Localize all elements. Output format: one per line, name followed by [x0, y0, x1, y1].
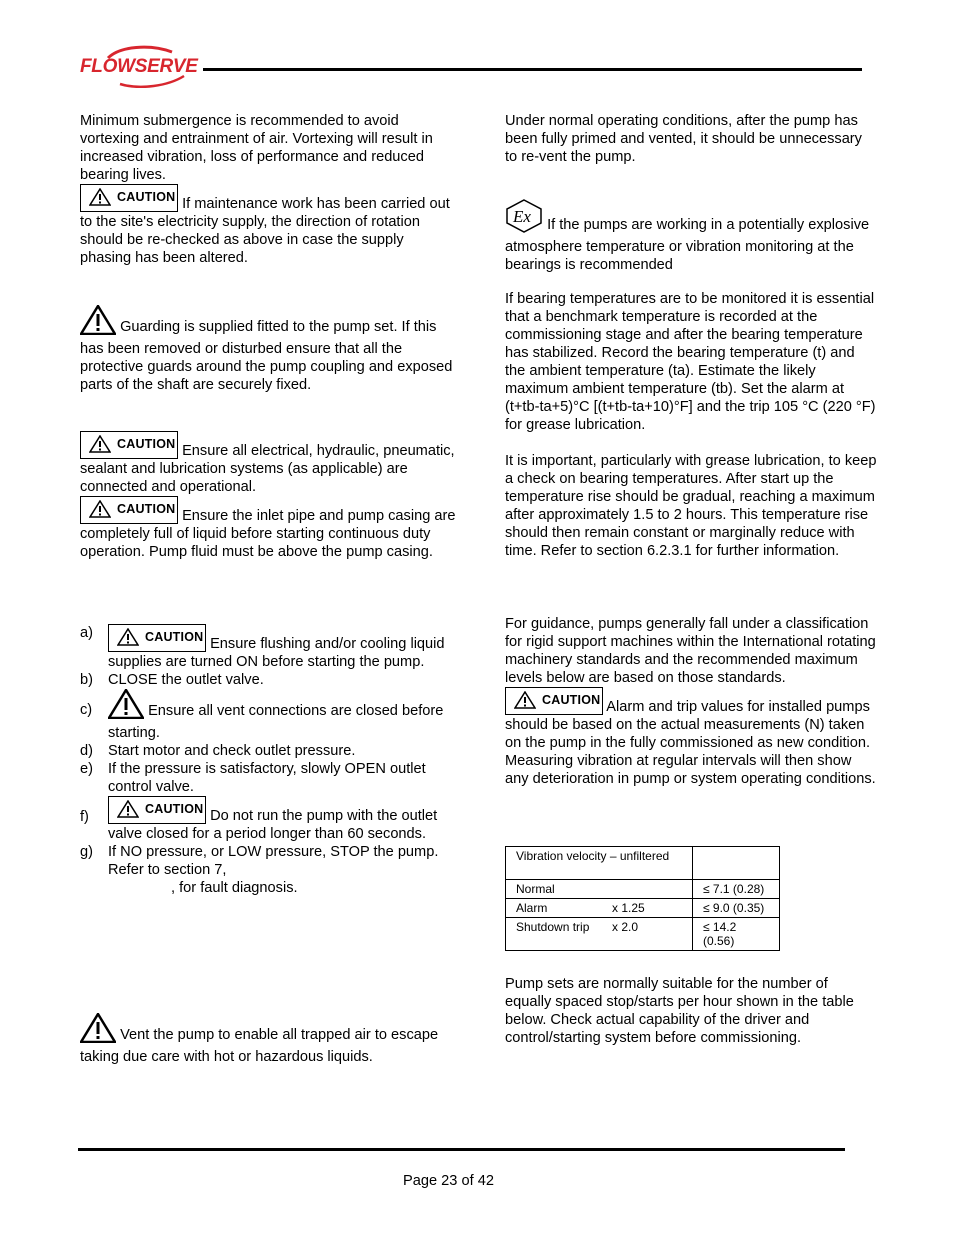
warning-triangle-icon [80, 305, 116, 340]
caution-badge: CAUTION [505, 687, 603, 715]
vibration-guidance-paragraph: For guidance, pumps generally fall under a classification for rigid support machines within the International rotating machinery standards and the recommended maximum levels below are based on those standards. [505, 616, 876, 686]
guarding-block [80, 305, 456, 394]
left-column [80, 112, 456, 267]
casing-paragraph: Ensure the inlet pipe and pump casing are completely full of liquid before starting continuous duty operation. Pump fluid must be above the pump casing. [80, 508, 456, 560]
systems-block [80, 431, 456, 561]
list-item: c) Ensure all vent connections are closed before starting. [80, 689, 456, 742]
atex-paragraph: If the pumps are working in a potentially explosive atmosphere temperature or vibration monitoring at the bearings is recommended [505, 217, 870, 273]
flowserve-logo [80, 44, 198, 88]
systems-paragraph: Ensure all electrical, hydraulic, pneumatic, sealant and lubrication systems (as applicable) are connected and operational. [80, 443, 455, 495]
vent-paragraph: Vent the pump to enable all trapped air to escape taking due care with hot or hazardous liquids. [80, 1027, 439, 1065]
caution-triangle-icon [89, 188, 111, 206]
caution-badge: CAUTION [80, 431, 178, 459]
guarding-paragraph: Guarding is supplied fitted to the pump set. If this has been removed or disturbed ensure that all the protective guards around the pump coupling and exposed parts of the shaft are securely fixed. [80, 319, 453, 393]
caution-badge: CAUTION [108, 796, 206, 824]
caution-triangle-icon [89, 435, 111, 453]
caution-triangle-icon [89, 500, 111, 518]
table-row: Normal ≤ 7.1 (0.28) [506, 880, 780, 899]
submergence-paragraph: Minimum submergence is recommended to avoid vortexing and entrainment of air. Vortexing will result in increased vibration, loss of performance and reduced bearing lives. [80, 113, 433, 183]
vibration-table [505, 846, 780, 951]
right-column [505, 112, 877, 166]
page-number: Page 23 of 42 [403, 1173, 494, 1189]
footer-rule [78, 1148, 845, 1151]
list-item: d) Start motor and check outlet pressure. [80, 743, 356, 759]
caution-badge: CAUTION [80, 496, 178, 524]
caution-triangle-icon [514, 691, 536, 709]
bearing-temp-paragraph: If bearing temperatures are to be monitored it is essential that a benchmark temperature is recorded at the commissioning stage and after the bearing temperature has stabilized. Record the bearing temperature (t) and the ambient temperature (ta). Estimate the likely maximum ambient temperature (tb). Set the alarm at (t+tb-ta+5)°C [(t+tb-ta+10)°F] and the trip 105 °C (220 °F) for grease lubrication. [505, 291, 876, 433]
vent-block [80, 1013, 456, 1066]
vibration-block [505, 615, 877, 788]
alarm-trip-paragraph: Alarm and trip values for installed pumps should be based on the actual measurements (N) taken on the pump in the fully commissioned as new condition. Measuring vibration at regular intervals will then show any deterioration in pump or system operating conditions. [505, 699, 876, 787]
caution-badge: CAUTION [80, 184, 178, 212]
venting-paragraph: Under normal operating conditions, after the pump has been fully primed and vented, it should be unnecessary to re-vent the pump. [505, 113, 862, 165]
grease-paragraph: It is important, particularly with grease lubrication, to keep a check on bearing temperatures. After start up the temperature rise should be gradual, reaching a maximum after approximately 1.5 to 2 hours. This temperature rise should then remain constant or marginally reduce with time. Refer to section 6.2.3.1 for further information. [505, 453, 877, 559]
start-stop-block [505, 975, 877, 1047]
caution-badge: CAUTION [108, 624, 206, 652]
caution-triangle-icon [117, 800, 139, 818]
header-rule [203, 68, 862, 71]
list-item: f) CAUTION Do not run the pump with the outlet valve closed for a period longer than 60 seconds. [80, 796, 456, 843]
warning-triangle-icon [108, 689, 144, 724]
table-header-cell: Vibration velocity – unfiltered [506, 847, 693, 880]
atex-block [505, 199, 877, 274]
logo-text: FLOWSERVE [80, 56, 198, 77]
table-header-cell [693, 847, 780, 880]
rotation-paragraph: CAUTION If maintenance work has been carried out to the site's electricity supply, the direction of rotation should be re-checked as above in case the supply phasing has been altered. [80, 184, 456, 267]
list-item: b) CLOSE the outlet valve. [80, 672, 264, 688]
svg-text:Ex: Ex [513, 207, 531, 226]
warning-triangle-icon [80, 1013, 116, 1048]
explosion-proof-ex-icon [505, 199, 543, 238]
start-procedure-list [80, 624, 456, 897]
list-item: g) If NO pressure, or LOW pressure, STOP the pump. Refer to section 7, , for fault diagnosis. [80, 844, 439, 896]
table-row: Shutdown trip x 2.0 ≤ 14.2 (0.56) [506, 918, 780, 951]
start-stop-paragraph: Pump sets are normally suitable for the number of equally spaced stop/starts per hour shown in the table below. Check actual capability of the driver and control/starting system before commissioning. [505, 976, 854, 1046]
bearing-temp-block [505, 290, 877, 560]
list-item: e) If the pressure is satisfactory, slowly OPEN outlet control valve. [80, 761, 426, 795]
list-item: a) CAUTION Ensure flushing and/or cooling liquid supplies are turned ON before starting the pump. [80, 625, 445, 670]
caution-triangle-icon [117, 628, 139, 646]
table-header-row [506, 847, 780, 880]
table-row: Alarm x 1.25 ≤ 9.0 (0.35) [506, 899, 780, 918]
